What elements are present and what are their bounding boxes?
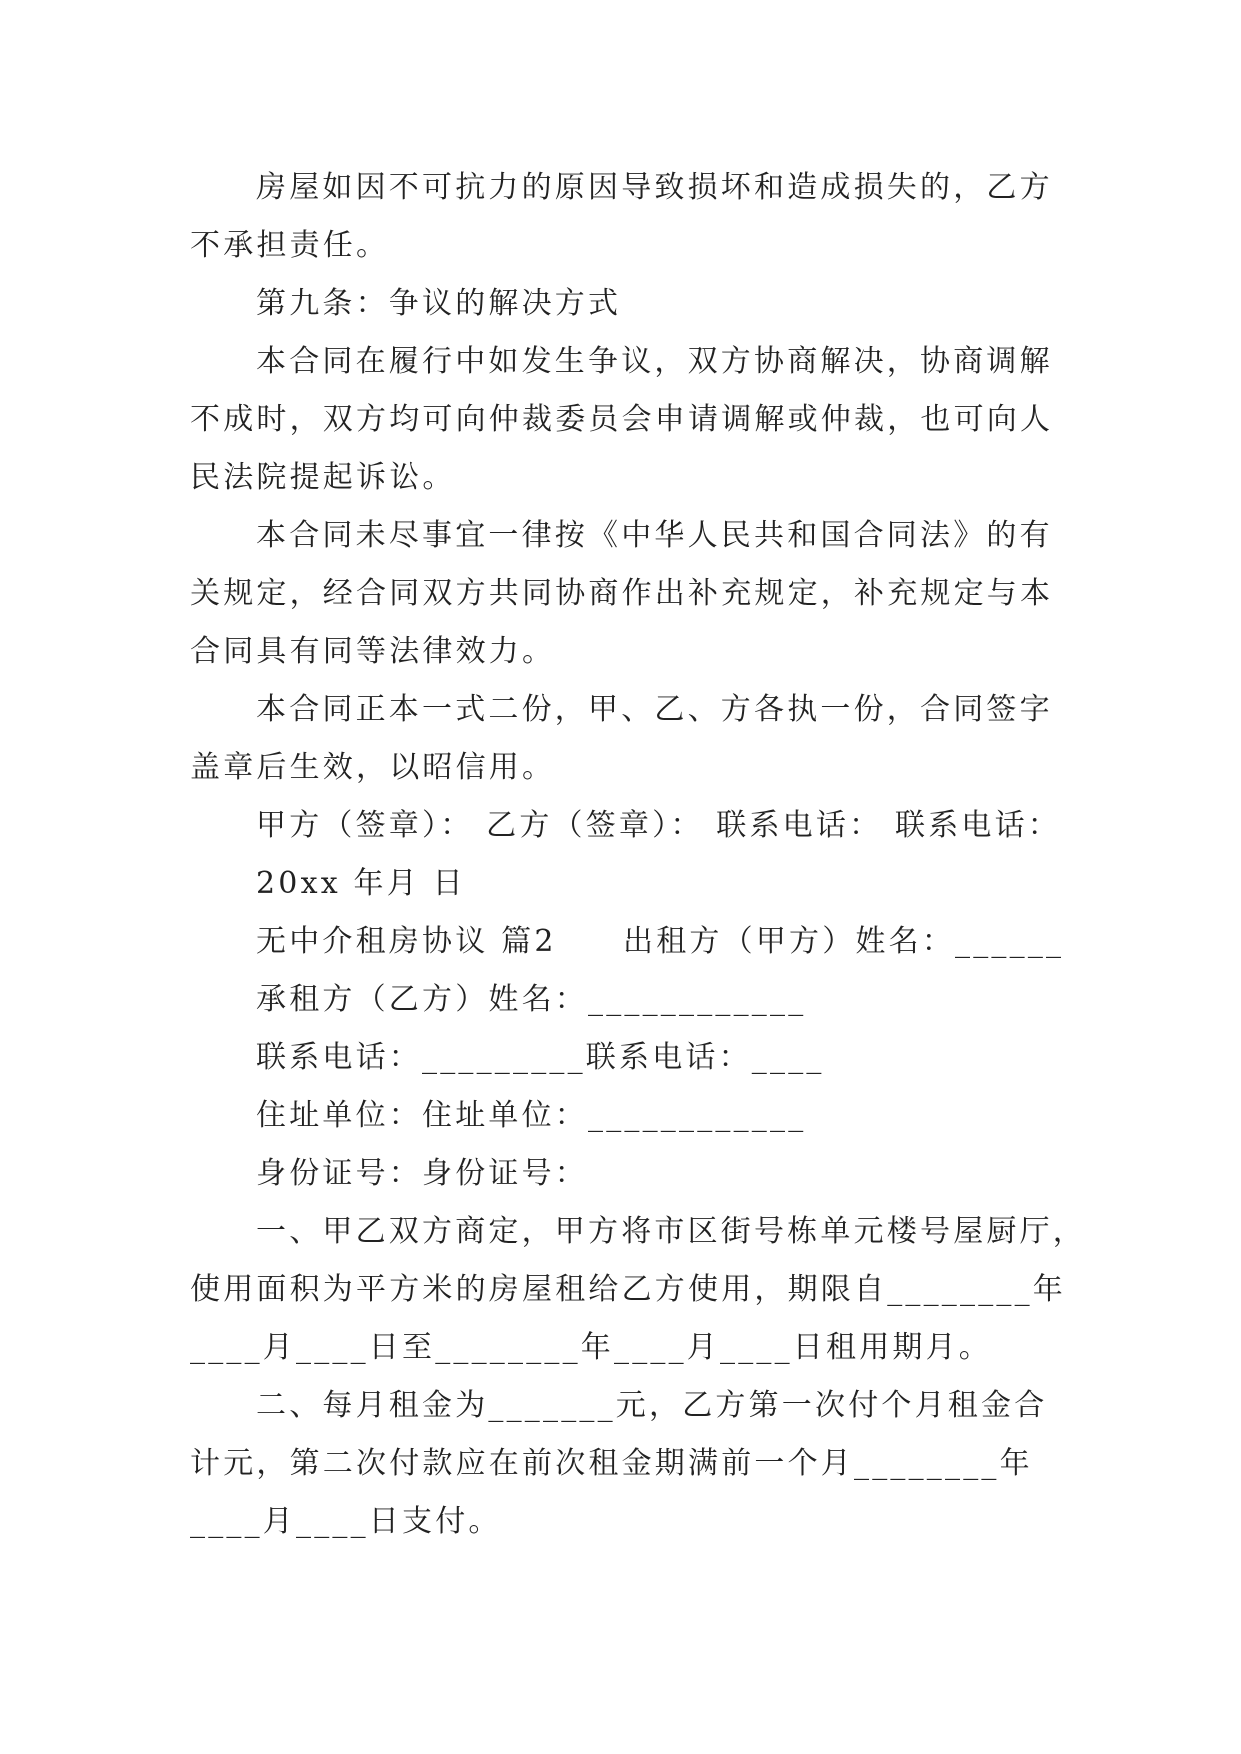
form-field-line: 承租方（乙方）姓名：____________ xyxy=(256,982,807,1017)
paragraph-line: 本合同未尽事宜一律按《中华人民共和国合同法》的有 xyxy=(256,518,1053,553)
section-heading: 第九条：争议的解决方式 xyxy=(256,286,622,321)
paragraph-line: 本合同在履行中如发生争议，双方协商解决，协商调解 xyxy=(256,344,1053,379)
paragraph-line: 计元，第二次付款应在前次租金期满前一个月________年 xyxy=(190,1446,1033,1481)
paragraph-line: 房屋如因不可抗力的原因导致损坏和造成损失的，乙方 xyxy=(256,170,1053,205)
paragraph-line: 使用面积为平方米的房屋租给乙方使用，期限自________年 xyxy=(190,1272,1066,1307)
paragraph-line: 一、甲乙双方商定，甲方将市区街号栋单元楼号屋厨厅， xyxy=(256,1214,1086,1249)
date-line: 20xx 年月 日 xyxy=(256,866,466,901)
form-field-line: 住址单位：住址单位：____________ xyxy=(256,1098,807,1133)
paragraph-line: ____月____日至________年____月____日租用期月。 xyxy=(190,1330,992,1365)
paragraph-line: 二、每月租金为_______元，乙方第一次付个月租金合 xyxy=(256,1388,1048,1423)
section-title-line: 无中介租房协议 篇2 出租方（甲方）姓名：______ xyxy=(256,924,1065,959)
paragraph-line: 盖章后生效，以昭信用。 xyxy=(190,750,556,785)
paragraph-line: 本合同正本一式二份，甲、乙、方各执一份，合同签字 xyxy=(256,692,1053,727)
form-field-line: 联系电话：_________联系电话：____ xyxy=(256,1040,825,1075)
signature-line: 甲方（签章）： 乙方（签章）： 联系电话： 联系电话： xyxy=(256,808,1062,843)
paragraph-line: 不成时，双方均可向仲裁委员会申请调解或仲裁，也可向人 xyxy=(190,402,1054,437)
paragraph-line: 民法院提起诉讼。 xyxy=(190,460,456,495)
paragraph-line: ____月____日支付。 xyxy=(190,1504,502,1539)
paragraph-line: 关规定，经合同双方共同协商作出补充规定，补充规定与本 xyxy=(190,576,1054,611)
paragraph-line: 合同具有同等法律效力。 xyxy=(190,634,556,669)
paragraph-line: 不承担责任。 xyxy=(190,228,390,263)
form-field-line: 身份证号：身份证号： xyxy=(256,1156,588,1191)
